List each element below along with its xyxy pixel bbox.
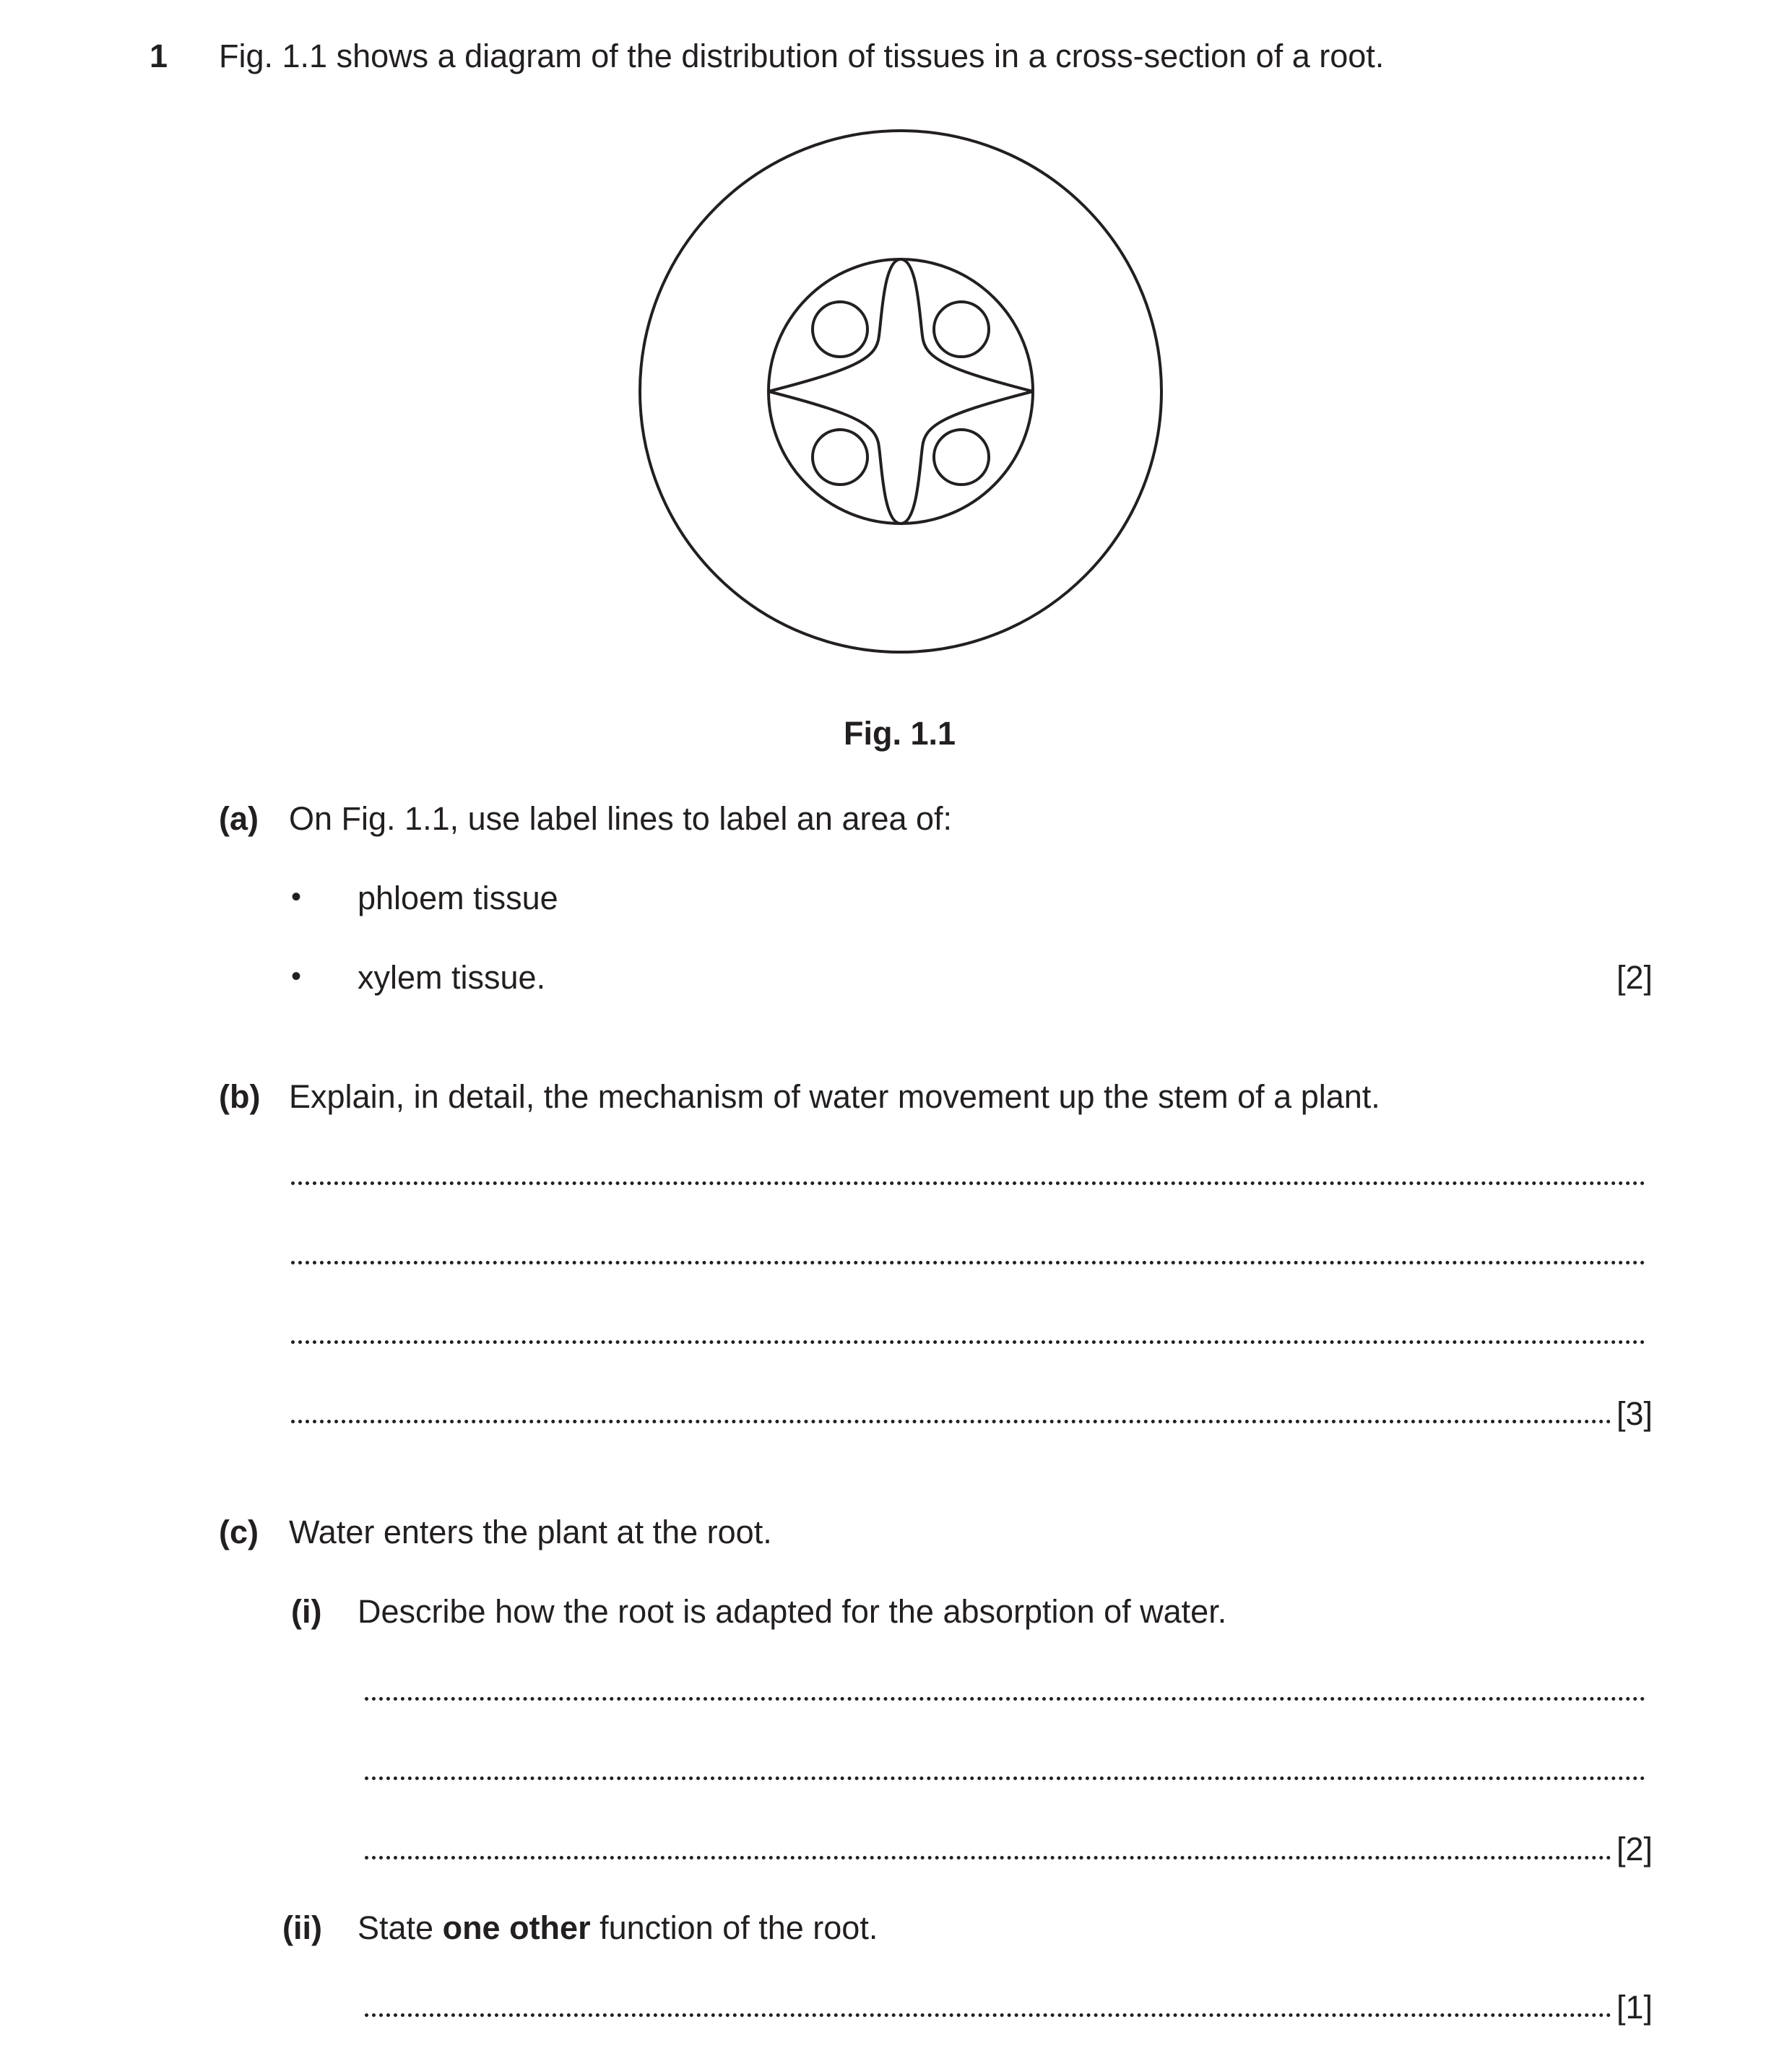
part-c-i-label: (i)	[291, 1593, 322, 1630]
part-c-ii-marks: [1]	[1616, 1989, 1653, 2026]
part-c-ii-text-emphasis: one other	[442, 1909, 591, 1946]
root-outer-boundary	[640, 131, 1161, 652]
answer-line[interactable]	[291, 1340, 1645, 1344]
phloem-patch-bottom-right	[934, 430, 989, 485]
part-c-text: Water enters the plant at the root.	[289, 1514, 772, 1550]
bullet-phloem-tissue: phloem tissue	[358, 880, 558, 916]
bullet-symbol: •	[291, 960, 302, 992]
answer-line[interactable]	[365, 2013, 1611, 2017]
answer-line[interactable]	[291, 1261, 1645, 1264]
figure-caption: Fig. 1.1	[844, 715, 956, 752]
part-c-ii-text	[358, 1909, 878, 1947]
answer-line[interactable]	[365, 1697, 1645, 1701]
part-b-label: (b)	[219, 1078, 261, 1115]
answer-line[interactable]	[291, 1420, 1611, 1423]
part-c-ii-label: (ii)	[282, 1909, 322, 1946]
phloem-patch-bottom-left	[813, 430, 867, 485]
part-c-i-text: Describe how the root is adapted for the absorption of water.	[358, 1593, 1227, 1630]
part-c-ii-text-after: function of the root.	[590, 1909, 878, 1946]
part-b-text: Explain, in detail, the mechanism of water movement up the stem of a plant.	[289, 1078, 1380, 1115]
answer-line[interactable]	[365, 1856, 1611, 1860]
part-a-label: (a)	[219, 800, 259, 837]
part-c-label: (c)	[219, 1514, 259, 1550]
root-cross-section-diagram	[636, 126, 1166, 656]
part-a-text: On Fig. 1.1, use label lines to label an area of:	[289, 800, 953, 837]
bullet-xylem-tissue: xylem tissue.	[358, 959, 546, 996]
part-a-marks: [2]	[1616, 959, 1653, 996]
phloem-patch-top-right	[934, 302, 989, 357]
answer-line[interactable]	[365, 1776, 1645, 1780]
answer-line[interactable]	[291, 1181, 1645, 1185]
part-c-ii-text-before: State	[358, 1909, 443, 1946]
part-b-marks: [3]	[1616, 1395, 1653, 1432]
question-number: 1	[150, 38, 168, 74]
phloem-patch-top-left	[813, 302, 867, 357]
question-stem: Fig. 1.1 shows a diagram of the distribution of tissues in a cross-section of a root.	[219, 38, 1385, 74]
vascular-cylinder-boundary	[769, 259, 1033, 524]
bullet-symbol: •	[291, 881, 302, 913]
part-c-i-marks: [2]	[1616, 1831, 1653, 1867]
